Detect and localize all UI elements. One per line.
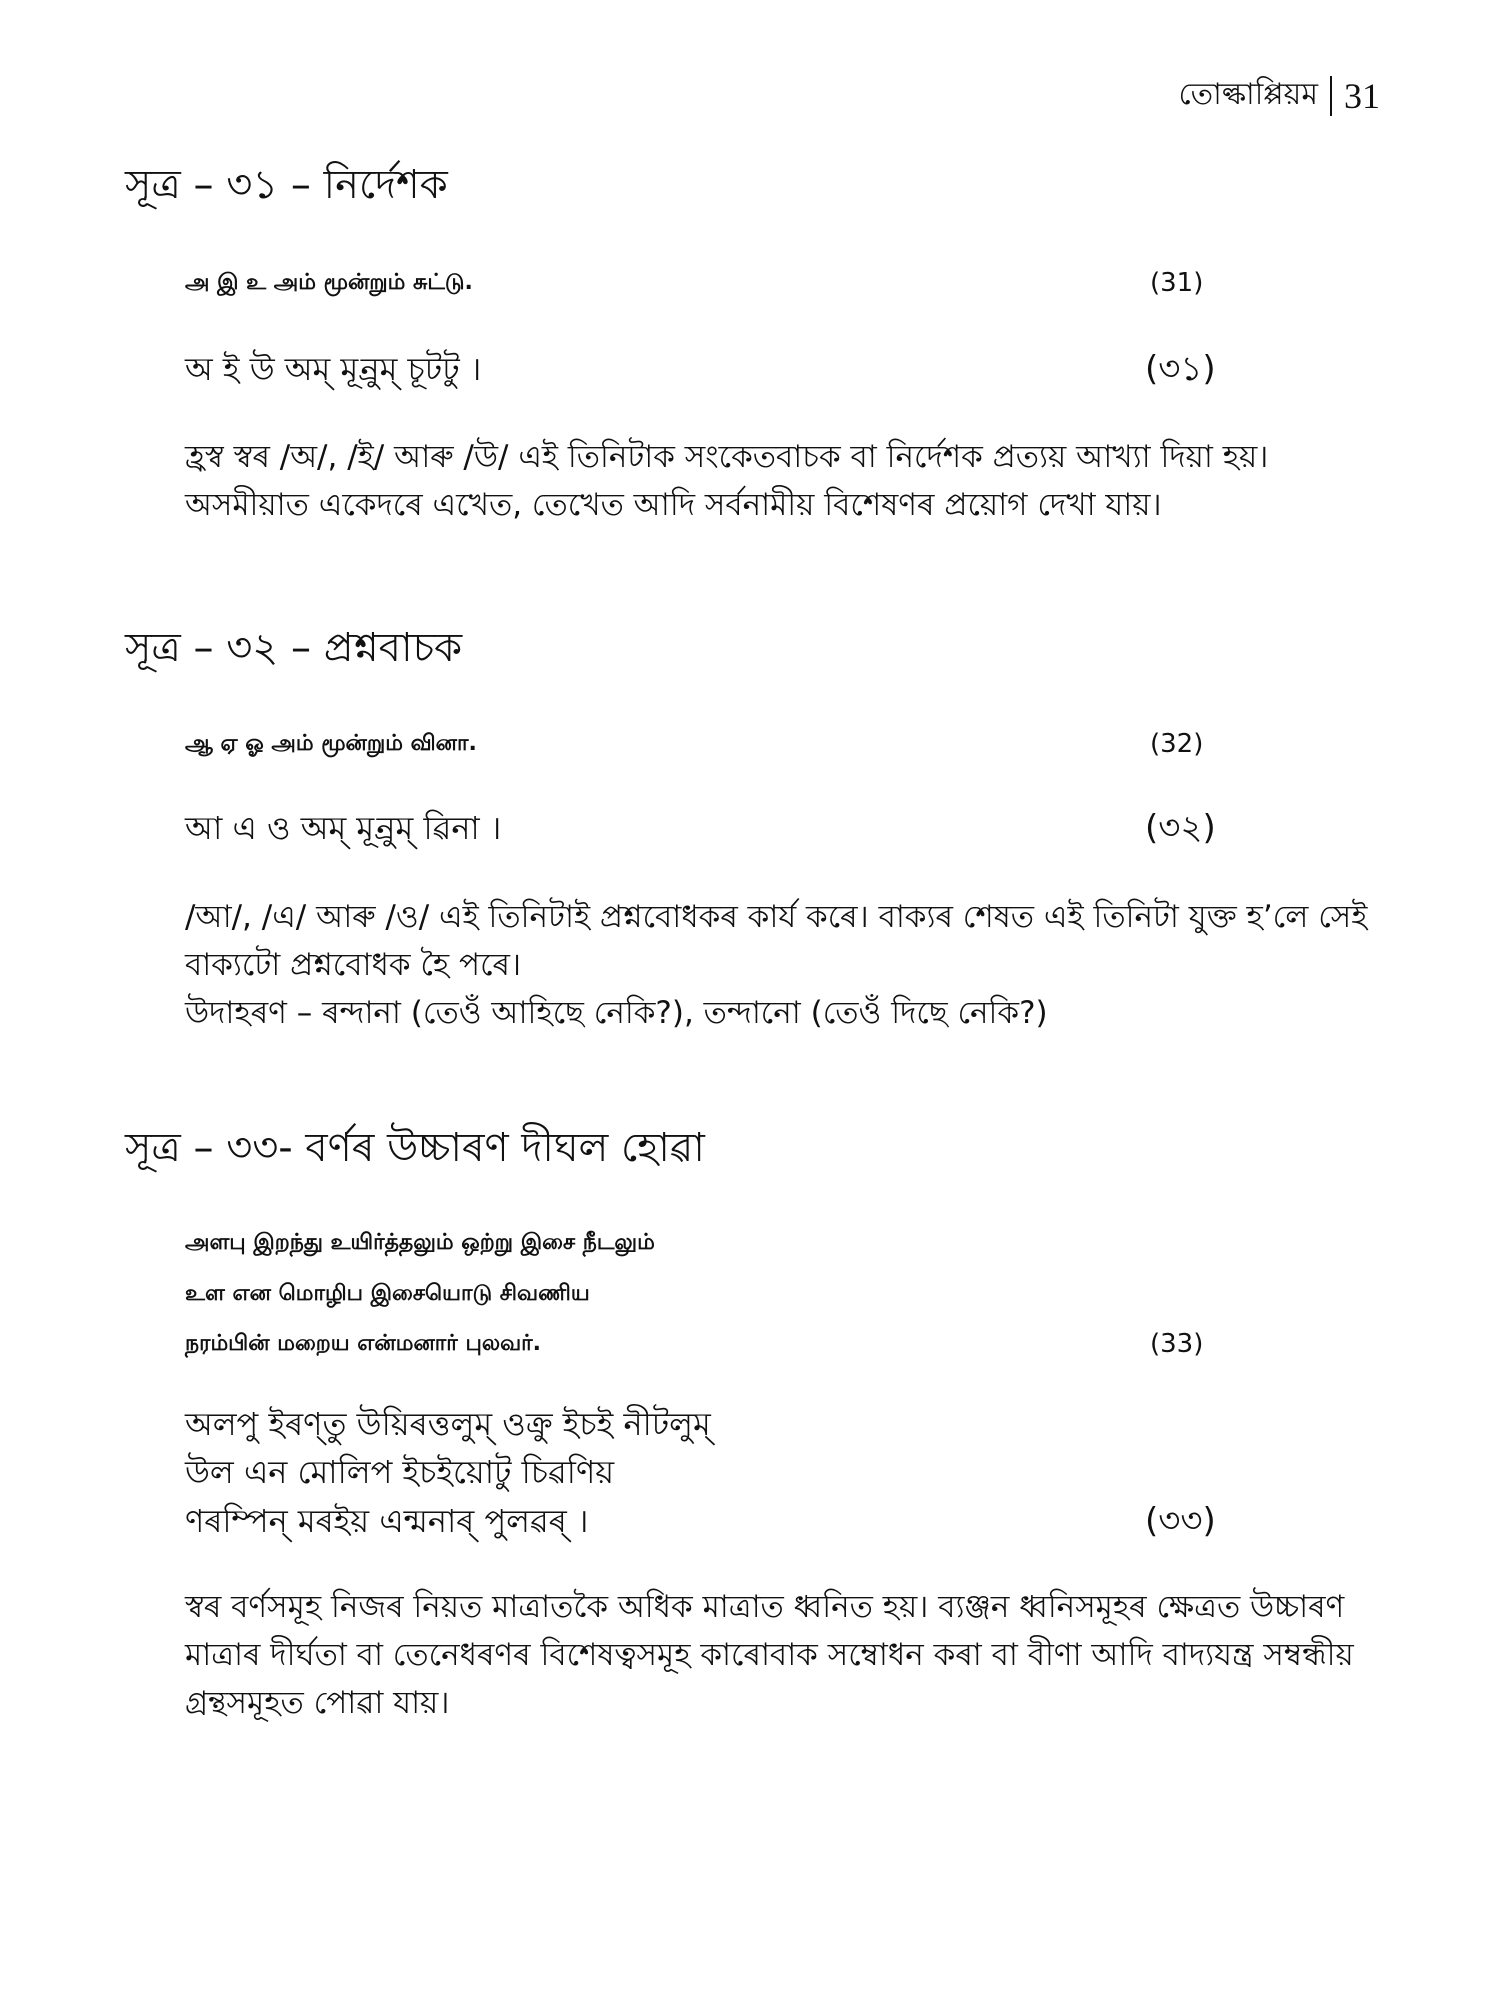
sutra-33-transliteration-line: উল এন মোলিপ ইচইয়োটু চিৱণিয় bbox=[185, 1453, 615, 1491]
running-title: তোল্কাপ্পিয়ম bbox=[1178, 77, 1318, 112]
sutra-33-transliteration-number: (৩৩) bbox=[1145, 1501, 1216, 1541]
sutra-31-tamil-verse: அ இ உ அம் மூன்றும் சுட்டு. bbox=[185, 270, 473, 295]
sutra-32-transliteration: আ এ ও অম্ মূন্ৰুম্ ৱিনা । bbox=[185, 809, 502, 847]
sutra-33-tamil-number: (33) bbox=[1150, 1329, 1204, 1359]
sutra-32-example: উদাহৰণ – ৰন্দানা (তেওঁ আহিছে নেকি?), তন্দানো (তেওঁ দিছে নেকি?) bbox=[185, 995, 1048, 1031]
sutra-32-explanation: /আ/, /এ/ আৰু /ও/ এই তিনিটাই প্ৰশ্নবোধকৰ কাৰ্য কৰে। বাক্যৰ শেষত এই তিনিটা যুক্ত হ’লে সেই বাক্যটো প্ৰশ্নবোধক হৈ পৰে। bbox=[185, 899, 1368, 983]
page-number: 31 bbox=[1344, 75, 1380, 116]
sutra-31-transliteration: অ ই উ অম্ মূন্ৰুম্ চূটটু । bbox=[185, 350, 482, 388]
sutra-32-heading: সূত্ৰ – ৩২ – প্ৰশ্নবাচক bbox=[125, 625, 463, 671]
sutra-33-transliteration-line: ণৰম্পিন্ মৰইয় এন্মনাৰ্ পুলৱৰ্ । bbox=[185, 1502, 589, 1540]
sutra-31-heading: সূত্ৰ – ৩১ – নিৰ্দেশক bbox=[125, 162, 448, 208]
sutra-33-transliteration-line: অলপু ইৰণ্তু উয়িৰত্তলুম্ ওক্ৰু ইচই নীটলুম্ bbox=[185, 1405, 711, 1443]
sutra-32-transliteration-number: (৩২) bbox=[1145, 808, 1216, 848]
sutra-32-tamil-verse: ஆ ஏ ஓ அம் மூன்றும் வினா. bbox=[185, 731, 477, 756]
sutra-31-tamil-number: (31) bbox=[1150, 268, 1204, 298]
header-divider bbox=[1330, 76, 1332, 116]
sutra-33-tamil-verse-line: அளபு இறந்து உயிர்த்தலும் ஒற்று இசை நீடலும் bbox=[185, 1230, 655, 1255]
sutra-31-explanation: হ্ৰস্ব স্বৰ /অ/, /ই/ আৰু /উ/ এই তিনিটাক সংকেতবাচক বা নিৰ্দেশক প্ৰত্যয় আখ্যা দিয়া হয়। অসমীয়াত একেদৰে এখেত, তেখেত আদি সৰ্বনামীয় বিশেষণৰ প্ৰয়োগ দেখা যায়। bbox=[185, 439, 1269, 523]
running-header bbox=[1178, 70, 1380, 121]
sutra-33-tamil-verse-line: உள என மொழிப இசையொடு சிவணிய bbox=[185, 1281, 590, 1306]
sutra-31-transliteration-number: (৩১) bbox=[1145, 349, 1216, 389]
sutra-33-explanation: স্বৰ বৰ্ণসমূহ নিজৰ নিয়ত মাত্ৰাতকৈ অধিক মাত্ৰাত ধ্বনিত হয়। ব্যঞ্জন ধ্বনিসমূহৰ ক্ষেত্ৰত উচ্চাৰণ মাত্ৰাৰ দীৰ্ঘতা বা তেনেধৰণৰ বিশেষত্বসমূহ কাৰোবাক সম্বোধন কৰা বা বীণা আদি বাদ্যযন্ত্ৰ সম্বন্ধীয় গ্ৰন্থসমূহত পোৱা যায়। bbox=[185, 1589, 1354, 1721]
sutra-33-tamil-verse-line: நரம்பின் மறைய என்மனார் புலவர். bbox=[185, 1331, 541, 1356]
sutra-33-heading: সূত্ৰ – ৩৩- বৰ্ণৰ উচ্চাৰণ দীঘল হোৱা bbox=[125, 1125, 705, 1171]
sutra-32-tamil-number: (32) bbox=[1150, 729, 1204, 759]
